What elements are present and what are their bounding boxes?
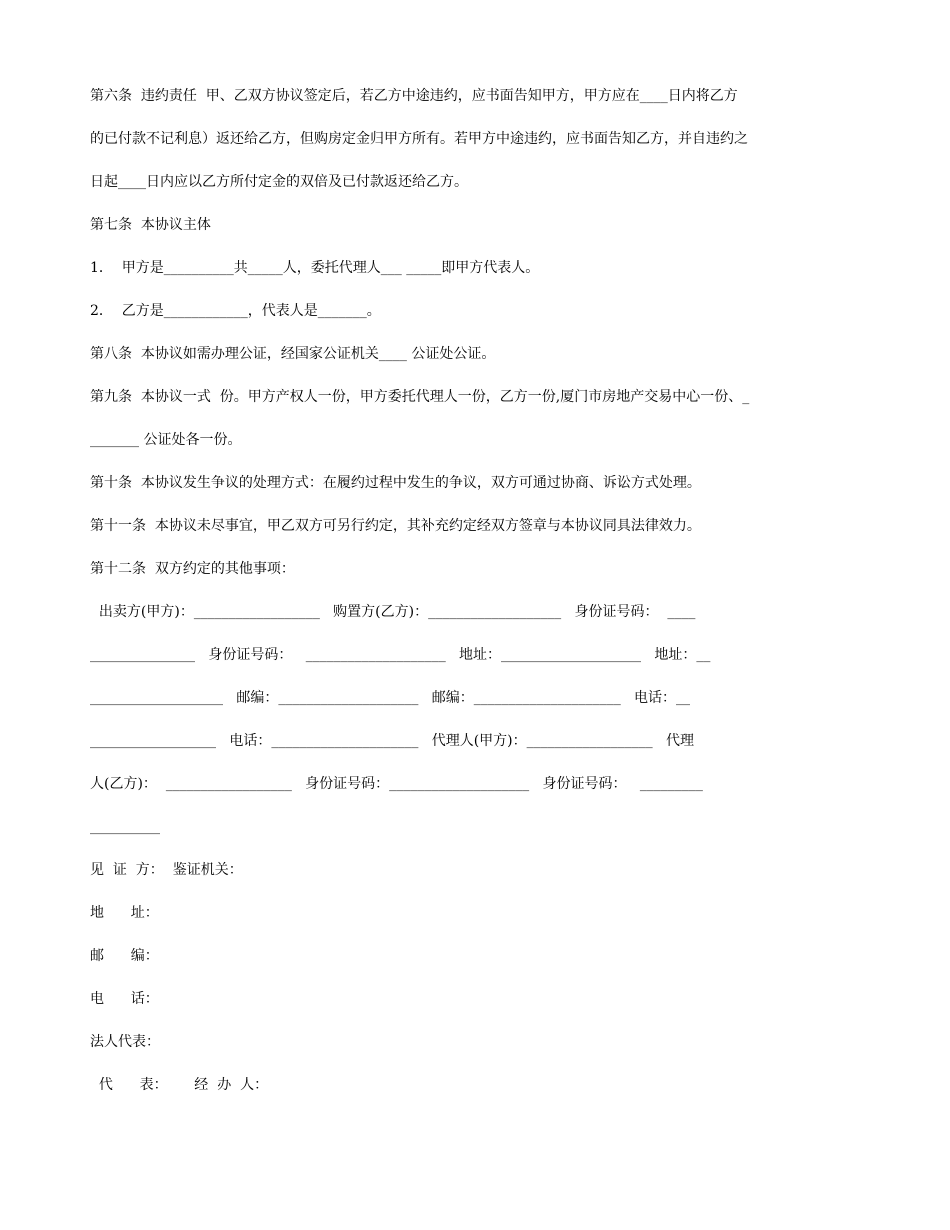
witness-line: 见 证 方： 鉴证机关： [90, 862, 243, 878]
witness-phone: 电 话： [90, 991, 159, 1007]
signature-block-line-3: ___________________ 邮编：____________________ 邮编：_____________________ 电话：__ [90, 690, 691, 706]
signature-block-line-4: __________________ 电话：_____________________ 代理人(甲方)：__________________ 代理 [90, 733, 694, 749]
clause-7-item-2: 2． 乙方是____________，代表人是_______。 [90, 303, 381, 319]
witness-representative: 代 表： 经 办 人： [90, 1077, 269, 1093]
clause-12-heading: 第十二条 双方约定的其他事项： [90, 561, 295, 577]
witness-legal-rep: 法人代表： [90, 1034, 160, 1050]
clause-11: 第十一条 本协议未尽事宜，甲乙双方可另行约定，其补充约定经双方签章与本协议同具法律效力。 [90, 518, 701, 534]
signature-block-line-5: 人(乙方)： __________________ 身份证号码：____________________ 身份证号码： _________ [90, 776, 703, 792]
witness-address: 地 址： [90, 905, 159, 921]
clause-10: 第十条 本协议发生争议的处理方式：在履约过程中发生的争议，双方可通过协商、诉讼方式处理。 [90, 475, 701, 491]
clause-7-heading: 第七条 本协议主体 [90, 217, 211, 233]
clause-6-line-3: 日起____日内应以乙方所付定金的双倍及已付款返还给乙方。 [90, 174, 468, 190]
clause-6-line-2: 的已付款不记利息）返还给乙方，但购房定金归甲方所有。若甲方中途违约，应书面告知乙方，并自违约之 [90, 131, 748, 147]
clause-7-item-1: 1． 甲方是__________共_____人，委托代理人___ _____即甲方代表人。 [90, 260, 540, 276]
clause-9-line-1: 第九条 本协议一式 份。甲方产权人一份，甲方委托代理人一份，乙方一份,厦门市房地产交易中心一份、_ [90, 389, 750, 405]
clause-6-line-1: 第六条 违约责任 甲、乙双方协议签定后，若乙方中途违约，应书面告知甲方，甲方应在____日内将乙方 [90, 88, 738, 104]
witness-postcode: 邮 编： [90, 948, 159, 964]
signature-block-line-6: __________ [90, 819, 160, 835]
signature-block-line-2: _______________ 身份证号码： ____________________ 地址：____________________ 地址：__ [90, 647, 711, 663]
clause-9-line-2: _______ 公证处各一份。 [90, 432, 242, 448]
signature-block-line-1: 出卖方(甲方)：__________________ 购置方(乙方)：___________________ 身份证号码： ____ [90, 604, 696, 620]
clause-8: 第八条 本协议如需办理公证，经国家公证机关____ 公证处公证。 [90, 346, 496, 362]
